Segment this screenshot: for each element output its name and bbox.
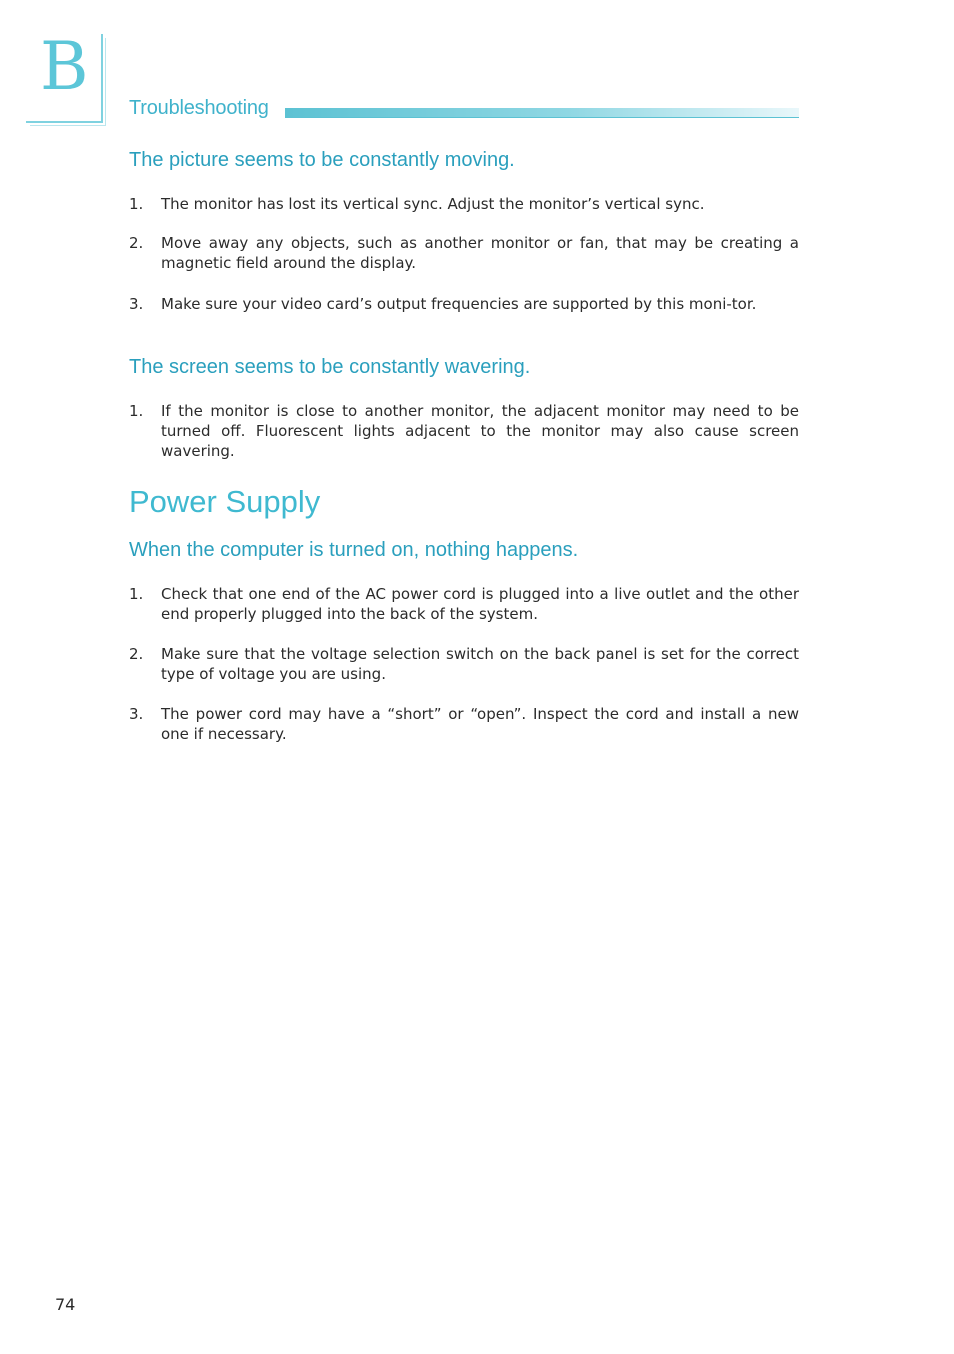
list-item-number: 1. — [129, 585, 144, 603]
list-item — [129, 233, 799, 273]
list-item-number: 3. — [129, 295, 144, 313]
chapter-tab-border-shadow — [105, 38, 106, 126]
subheading-picture-moving: The picture seems to be constantly moving. — [129, 149, 515, 171]
list-item-text: The monitor has lost its vertical sync. Adjust the monitor’s vertical sync. — [161, 195, 705, 213]
list-item — [129, 644, 799, 684]
list-item — [129, 401, 799, 461]
subheading-nothing-happens: When the computer is turned on, nothing happens. — [129, 539, 579, 561]
list-item — [129, 584, 799, 624]
list-item-number: 2. — [129, 234, 144, 252]
heading-power-supply: Power Supply — [129, 484, 321, 519]
list-item — [129, 704, 799, 744]
subheading-screen-wavering: The screen seems to be constantly wavering. — [129, 356, 531, 378]
list-item-text: Check that one end of the AC power cord is plugged into a live outlet and the other end properly plugged into the back of the system. — [161, 585, 799, 623]
page-number: 74 — [55, 1295, 76, 1314]
list-item-text: Make sure that the voltage selection switch on the back panel is set for the correct type of voltage you are using. — [161, 645, 799, 683]
section-label: Troubleshooting — [129, 97, 269, 119]
chapter-tab-underline-shadow — [30, 125, 106, 126]
list-item-number: 1. — [129, 402, 144, 420]
list-item-number: 2. — [129, 645, 144, 663]
list-item-text: The power cord may have a “short” or “open”. Inspect the cord and install a new one if necessary. — [161, 705, 799, 743]
chapter-tab-underline — [26, 121, 103, 123]
list-item-text: Make sure your video card’s output frequencies are supported by this moni-tor. — [161, 295, 757, 313]
list-item-number: 3. — [129, 705, 144, 723]
list-item — [129, 294, 799, 314]
section-header-rule — [285, 117, 799, 118]
list-item-number: 1. — [129, 195, 144, 213]
list-item — [129, 194, 799, 214]
list-item-text: If the monitor is close to another monitor, the adjacent monitor may need to be turned off. Fluorescent lights adjacent to the monitor may also cause screen wavering. — [161, 402, 799, 460]
chapter-letter: B — [40, 28, 89, 105]
list-item-text: Move away any objects, such as another monitor or fan, that may be creating a magnetic field around the display. — [161, 234, 799, 272]
chapter-tab-border — [101, 34, 103, 122]
